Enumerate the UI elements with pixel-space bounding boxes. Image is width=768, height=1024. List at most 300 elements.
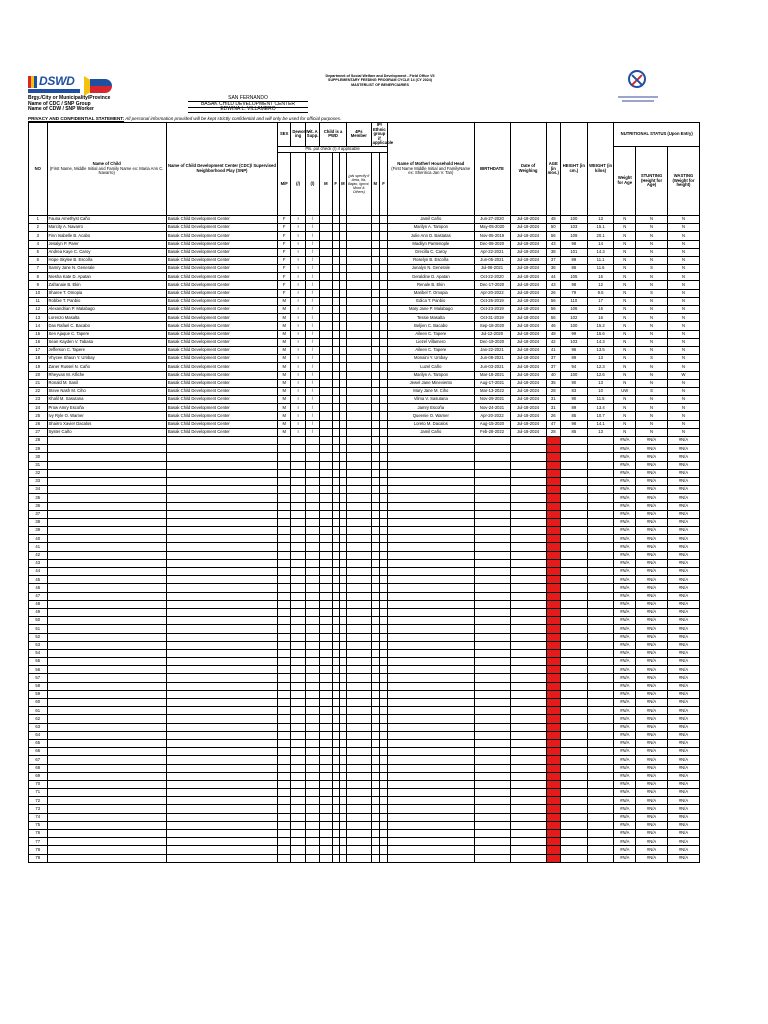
weight-for-age: N <box>614 248 636 256</box>
weight-for-age: #N/A <box>614 633 636 641</box>
row-number: 52 <box>29 633 48 641</box>
age: 42 <box>546 338 560 346</box>
deworming <box>291 830 305 838</box>
fourps <box>346 641 371 649</box>
pwd-x <box>339 248 346 256</box>
fourps <box>346 723 371 731</box>
stunting: #N/A <box>636 830 668 838</box>
height <box>560 780 587 788</box>
pwd-f <box>332 780 339 788</box>
child-name <box>47 510 166 518</box>
mother-name <box>388 797 474 805</box>
pwd-x <box>339 600 346 608</box>
ip-m <box>371 838 379 846</box>
ip-f <box>379 576 387 584</box>
ip-m <box>371 248 379 256</box>
pwd-f <box>332 387 339 395</box>
mother-name <box>388 838 474 846</box>
stunting: #N/A <box>636 846 668 854</box>
ip-f <box>379 248 387 256</box>
wasting: N <box>667 330 699 338</box>
stunting: #N/A <box>636 682 668 690</box>
pwd-m <box>320 289 332 297</box>
ip-m <box>371 617 379 625</box>
wasting: #N/A <box>667 658 699 666</box>
weighing-date: Jul-18-2024 <box>510 396 546 404</box>
cdc-name <box>166 625 277 633</box>
fourps <box>346 682 371 690</box>
mother-name: Roselyn B. Escoña <box>388 256 474 264</box>
row-number: 6 <box>29 256 48 264</box>
vit-a: / <box>305 338 319 346</box>
weighing-date: Jul-18-2024 <box>510 289 546 297</box>
child-name <box>47 846 166 854</box>
pwd-x <box>339 535 346 543</box>
fourps <box>346 600 371 608</box>
table-row-empty <box>29 690 700 698</box>
height <box>560 813 587 821</box>
ip-f <box>379 396 387 404</box>
wasting: N <box>667 224 699 232</box>
col-deworming-sub: (/) <box>291 152 305 215</box>
col-vit-a-sub: (/) <box>305 152 319 215</box>
sex <box>278 805 291 813</box>
mother-name <box>388 805 474 813</box>
stunting: #N/A <box>636 756 668 764</box>
ip-f <box>379 281 387 289</box>
stunting: #N/A <box>636 789 668 797</box>
height: 89 <box>560 404 587 412</box>
wasting: #N/A <box>667 846 699 854</box>
table-row-empty <box>29 641 700 649</box>
table-row-empty <box>29 739 700 747</box>
deworming <box>291 780 305 788</box>
sex: F <box>278 265 291 273</box>
cdc-name <box>166 748 277 756</box>
ip-f <box>379 322 387 330</box>
stunting: #N/A <box>636 813 668 821</box>
cdc-name <box>166 445 277 453</box>
mother-name: Geraldine D. Apatan <box>388 273 474 281</box>
pwd-x <box>339 690 346 698</box>
stunting: #N/A <box>636 707 668 715</box>
fourps <box>346 666 371 674</box>
wasting: N <box>667 428 699 436</box>
wasting: #N/A <box>667 576 699 584</box>
pwd-m <box>320 658 332 666</box>
weight-for-age: N <box>614 281 636 289</box>
age-error <box>546 551 560 559</box>
weight <box>587 625 614 633</box>
pwd-x <box>339 568 346 576</box>
stunting: N <box>636 248 668 256</box>
vit-a <box>305 854 319 862</box>
wasting: #N/A <box>667 797 699 805</box>
cdc-name: Basak Child Development Center <box>166 428 277 436</box>
pwd-x <box>339 379 346 387</box>
pwd-x <box>339 813 346 821</box>
age-error <box>546 445 560 453</box>
weight: 12 <box>587 281 614 289</box>
cdc-name <box>166 576 277 584</box>
table-row <box>29 232 700 240</box>
cdc-name <box>166 559 277 567</box>
row-number: 45 <box>29 576 48 584</box>
child-name: Jefferson C. Tapere <box>47 346 166 354</box>
ip-m <box>371 404 379 412</box>
weighing-date <box>510 494 546 502</box>
child-name <box>47 584 166 592</box>
ip-m <box>371 731 379 739</box>
wasting: #N/A <box>667 625 699 633</box>
table-row <box>29 289 700 297</box>
pwd-f <box>332 584 339 592</box>
cdc-name: Basak Child Development Center <box>166 281 277 289</box>
mother-name <box>388 445 474 453</box>
deworming <box>291 715 305 723</box>
pwd-f <box>332 772 339 780</box>
beneficiaries-table <box>28 122 700 863</box>
table-row <box>29 346 700 354</box>
pwd-x <box>339 215 346 223</box>
weight-for-age: N <box>614 404 636 412</box>
child-name <box>47 780 166 788</box>
deworming <box>291 453 305 461</box>
table-row-empty <box>29 469 700 477</box>
deworming <box>291 469 305 477</box>
ip-m <box>371 314 379 322</box>
row-number: 76 <box>29 830 48 838</box>
weight-for-age: #N/A <box>614 715 636 723</box>
weighing-date <box>510 699 546 707</box>
weight-for-age: N <box>614 215 636 223</box>
birthdate <box>474 551 510 559</box>
fourps <box>346 469 371 477</box>
row-number: 23 <box>29 396 48 404</box>
row-number: 32 <box>29 469 48 477</box>
ip-m <box>371 322 379 330</box>
pwd-f <box>332 690 339 698</box>
vit-a: / <box>305 248 319 256</box>
sex <box>278 617 291 625</box>
weight <box>587 518 614 526</box>
mother-name: Jamil Caño <box>388 428 474 436</box>
weight-for-age: N <box>614 314 636 322</box>
child-name: Syster Caño <box>47 428 166 436</box>
weighing-date <box>510 469 546 477</box>
table-row <box>29 355 700 363</box>
height: 102 <box>560 314 587 322</box>
sex <box>278 608 291 616</box>
mother-name <box>388 674 474 682</box>
col-pwd: Child is a PWD <box>320 123 347 147</box>
mother-name: Mary Jane M. Ciho <box>388 387 474 395</box>
weight: 15.6 <box>587 330 614 338</box>
table-row-empty <box>29 674 700 682</box>
child-name: Sean Kayden V. Tabasa <box>47 338 166 346</box>
deworming <box>291 600 305 608</box>
height <box>560 617 587 625</box>
table-row <box>29 379 700 387</box>
row-number: 36 <box>29 502 48 510</box>
ip-f <box>379 764 387 772</box>
age-error <box>546 617 560 625</box>
pwd-f <box>332 789 339 797</box>
age-error <box>546 502 560 510</box>
ip-m <box>371 805 379 813</box>
pwd-f <box>332 846 339 854</box>
pwd-m <box>320 314 332 322</box>
height <box>560 445 587 453</box>
weight-for-age: N <box>614 297 636 305</box>
mother-name: Mary Jane P. Malabago <box>388 306 474 314</box>
weight <box>587 559 614 567</box>
pwd-x <box>339 477 346 485</box>
vit-a: / <box>305 404 319 412</box>
fourps <box>346 527 371 535</box>
deworming <box>291 756 305 764</box>
pwd-f <box>332 273 339 281</box>
pwd-m <box>320 330 332 338</box>
pwd-x <box>339 576 346 584</box>
wasting: #N/A <box>667 437 699 445</box>
height: 99 <box>560 330 587 338</box>
stunting: #N/A <box>636 699 668 707</box>
height <box>560 535 587 543</box>
cdc-name <box>166 584 277 592</box>
stunting: #N/A <box>636 535 668 543</box>
pwd-f <box>332 649 339 657</box>
pwd-f <box>332 854 339 862</box>
wasting: #N/A <box>667 518 699 526</box>
weight-for-age: #N/A <box>614 625 636 633</box>
height <box>560 658 587 666</box>
cdc-name <box>166 543 277 551</box>
height <box>560 682 587 690</box>
birthdate <box>474 805 510 813</box>
ip-m <box>371 813 379 821</box>
deworming <box>291 641 305 649</box>
weight-for-age: #N/A <box>614 838 636 846</box>
fourps <box>346 240 371 248</box>
col-wfa: Weight for Age <box>614 146 636 215</box>
col-pwd-m: M <box>320 152 332 215</box>
ip-m <box>371 338 379 346</box>
wasting: N <box>667 420 699 428</box>
pwd-f <box>332 797 339 805</box>
weighing-date <box>510 707 546 715</box>
weighing-date <box>510 830 546 838</box>
weight: 11.6 <box>587 265 614 273</box>
child-name <box>47 707 166 715</box>
ip-m <box>371 797 379 805</box>
pwd-x <box>339 510 346 518</box>
vit-a <box>305 445 319 453</box>
vit-a <box>305 543 319 551</box>
cdc-name <box>166 707 277 715</box>
wasting: #N/A <box>667 649 699 657</box>
deworming <box>291 608 305 616</box>
weighing-date: Jul-18-2024 <box>510 428 546 436</box>
cdc-name: Basak Child Development Center <box>166 240 277 248</box>
ip-f <box>379 830 387 838</box>
pwd-f <box>332 445 339 453</box>
mother-name <box>388 772 474 780</box>
height: 90 <box>560 379 587 387</box>
weight-for-age: N <box>614 232 636 240</box>
wasting: N <box>667 281 699 289</box>
pwd-m <box>320 396 332 404</box>
deworming <box>291 551 305 559</box>
mother-name: Marilyn A. Tampon <box>388 224 474 232</box>
row-number: 37 <box>29 510 48 518</box>
birthdate: Dec-19-2020 <box>474 338 510 346</box>
mother-name <box>388 764 474 772</box>
stunting: #N/A <box>636 551 668 559</box>
stunting: #N/A <box>636 805 668 813</box>
age: 28 <box>546 387 560 395</box>
fourps <box>346 510 371 518</box>
vit-a <box>305 813 319 821</box>
vit-a <box>305 715 319 723</box>
pwd-x <box>339 453 346 461</box>
fourps <box>346 699 371 707</box>
birthdate <box>474 674 510 682</box>
child-name: Ronald M. Sasil <box>47 379 166 387</box>
vit-a <box>305 699 319 707</box>
mother-name: Vilma V. Sasutana <box>388 396 474 404</box>
weight-for-age: #N/A <box>614 846 636 854</box>
sex <box>278 830 291 838</box>
child-name: Andrea Kaye C. Caroy <box>47 248 166 256</box>
stunting: N <box>636 338 668 346</box>
vit-a <box>305 658 319 666</box>
birthdate <box>474 608 510 616</box>
pwd-m <box>320 830 332 838</box>
weighing-date <box>510 633 546 641</box>
weighing-date <box>510 715 546 723</box>
wasting: N <box>667 314 699 322</box>
child-name: Sen Ajaque C. Tapere <box>47 330 166 338</box>
pwd-m <box>320 404 332 412</box>
vit-a: / <box>305 330 319 338</box>
deworming <box>291 854 305 862</box>
pwd-x <box>339 739 346 747</box>
weighing-date <box>510 584 546 592</box>
vit-a <box>305 510 319 518</box>
ip-m <box>371 428 379 436</box>
col-sex: SEX <box>278 123 291 147</box>
cdc-name <box>166 813 277 821</box>
pwd-x <box>339 559 346 567</box>
ip-f <box>379 674 387 682</box>
ip-m <box>371 666 379 674</box>
child-name <box>47 453 166 461</box>
mother-name <box>388 731 474 739</box>
ip-m <box>371 477 379 485</box>
pwd-m <box>320 518 332 526</box>
weight-for-age: #N/A <box>614 592 636 600</box>
pwd-f <box>332 322 339 330</box>
pwd-x <box>339 658 346 666</box>
height <box>560 600 587 608</box>
height: 90 <box>560 396 587 404</box>
pwd-f <box>332 412 339 420</box>
row-number: 17 <box>29 346 48 354</box>
col-birthdate: BIRTHDATE <box>474 123 510 216</box>
pwd-x <box>339 723 346 731</box>
row-number: 29 <box>29 445 48 453</box>
stunting: N <box>636 330 668 338</box>
vit-a <box>305 600 319 608</box>
ip-f <box>379 805 387 813</box>
ip-m <box>371 551 379 559</box>
wasting: #N/A <box>667 756 699 764</box>
fourps <box>346 658 371 666</box>
row-number: 21 <box>29 379 48 387</box>
fourps <box>346 551 371 559</box>
ip-m <box>371 780 379 788</box>
stunting: N <box>636 371 668 379</box>
wasting: #N/A <box>667 617 699 625</box>
height: 86 <box>560 265 587 273</box>
row-number: 56 <box>29 666 48 674</box>
ip-f <box>379 821 387 829</box>
stunting: N <box>636 379 668 387</box>
row-number: 26 <box>29 420 48 428</box>
wasting: #N/A <box>667 453 699 461</box>
deworming <box>291 797 305 805</box>
pwd-f <box>332 592 339 600</box>
sex: F <box>278 248 291 256</box>
sex <box>278 584 291 592</box>
height: 83 <box>560 387 587 395</box>
stunting: #N/A <box>636 666 668 674</box>
ip-m <box>371 412 379 420</box>
ip-f <box>379 314 387 322</box>
age-error <box>546 649 560 657</box>
child-name <box>47 641 166 649</box>
vit-a <box>305 568 319 576</box>
deworming <box>291 666 305 674</box>
cdc-name <box>166 690 277 698</box>
deworming <box>291 510 305 518</box>
table-row-empty <box>29 813 700 821</box>
weight-for-age: N <box>614 371 636 379</box>
vit-a <box>305 592 319 600</box>
deworming <box>291 699 305 707</box>
cdc-name: Basak Child Development Center <box>166 379 277 387</box>
row-number: 14 <box>29 322 48 330</box>
height <box>560 584 587 592</box>
pwd-x <box>339 830 346 838</box>
weight-for-age: #N/A <box>614 502 636 510</box>
pwd-f <box>332 559 339 567</box>
stunting: #N/A <box>636 608 668 616</box>
weight <box>587 838 614 846</box>
vit-a <box>305 723 319 731</box>
weight <box>587 592 614 600</box>
cdc-name <box>166 608 277 616</box>
child-name <box>47 731 166 739</box>
sex: M <box>278 330 291 338</box>
ip-f <box>379 469 387 477</box>
ip-f <box>379 240 387 248</box>
agency-name: Department of Social Welfare and Development - Field Office VII <box>325 74 435 78</box>
vit-a <box>305 797 319 805</box>
row-number: 2 <box>29 224 48 232</box>
child-name: Steve Nash M. Ciho <box>47 387 166 395</box>
